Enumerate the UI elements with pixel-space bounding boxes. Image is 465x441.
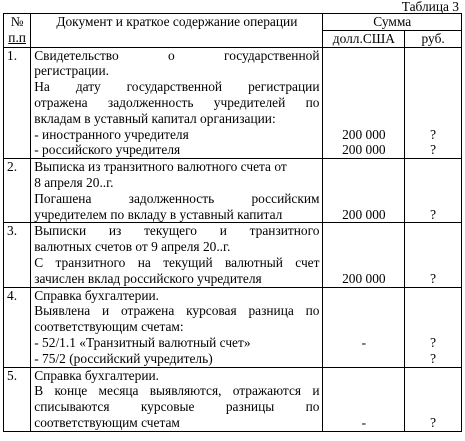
row-number: 4. [4, 287, 31, 367]
table-row [4, 223, 462, 287]
row-rub: ? [405, 367, 462, 431]
row-document: Свидетельство о государственной регистрации. На дату государственной регистрации отражена задолженность учредителей по вкладам в уставный капитал организации: - иностранного учредителя - российского учредителя [31, 47, 323, 159]
row-rub: ? ? [405, 47, 462, 159]
row-usd: 200 000 [323, 159, 405, 223]
row-document: Справка бухгалтерии. Выявлена и отражена курсовая разница по соответствующим счетам: - 52/1.1 «Транзитный валютный счет» - 75/2 (российский учредитель) [31, 287, 323, 367]
row-document: Справка бухгалтерии. В конце месяца выявляются, отражаются и списываются курсовые разницы по соответствующим счетам [31, 367, 323, 431]
operations-table [3, 13, 462, 432]
table-row [4, 159, 462, 223]
row-number: 3. [4, 223, 31, 287]
header-number: № п.п [4, 14, 31, 48]
table-row [4, 367, 462, 431]
row-usd: - [323, 287, 405, 367]
row-usd: - [323, 367, 405, 431]
row-usd: 200 000 [323, 223, 405, 287]
row-number: 2. [4, 159, 31, 223]
row-document: Выписка из транзитного валютного счета от 8 апреля 20..г. Погашена задолженность российским учредителем по вкладу в уставный капитал [31, 159, 323, 223]
row-document: Выписки из текущего и транзитного валютных счетов от 9 апреля 20..г. С транзитного на текущий валютный счет зачислен вклад российского учредителя [31, 223, 323, 287]
header-sum: Сумма [323, 14, 462, 31]
table-caption: Таблица 3 [401, 0, 459, 14]
header-document: Документ и краткое содержание операции [31, 14, 323, 48]
row-rub: ? [405, 159, 462, 223]
row-number: 1. [4, 47, 31, 159]
row-usd: 200 000 200 000 [323, 47, 405, 159]
table-row [4, 287, 462, 367]
row-rub: ? [405, 223, 462, 287]
row-number: 5. [4, 367, 31, 431]
header-rub: руб. [405, 30, 462, 47]
header-usd: долл.США [323, 30, 405, 47]
row-rub: ? ? [405, 287, 462, 367]
table-row [4, 47, 462, 159]
